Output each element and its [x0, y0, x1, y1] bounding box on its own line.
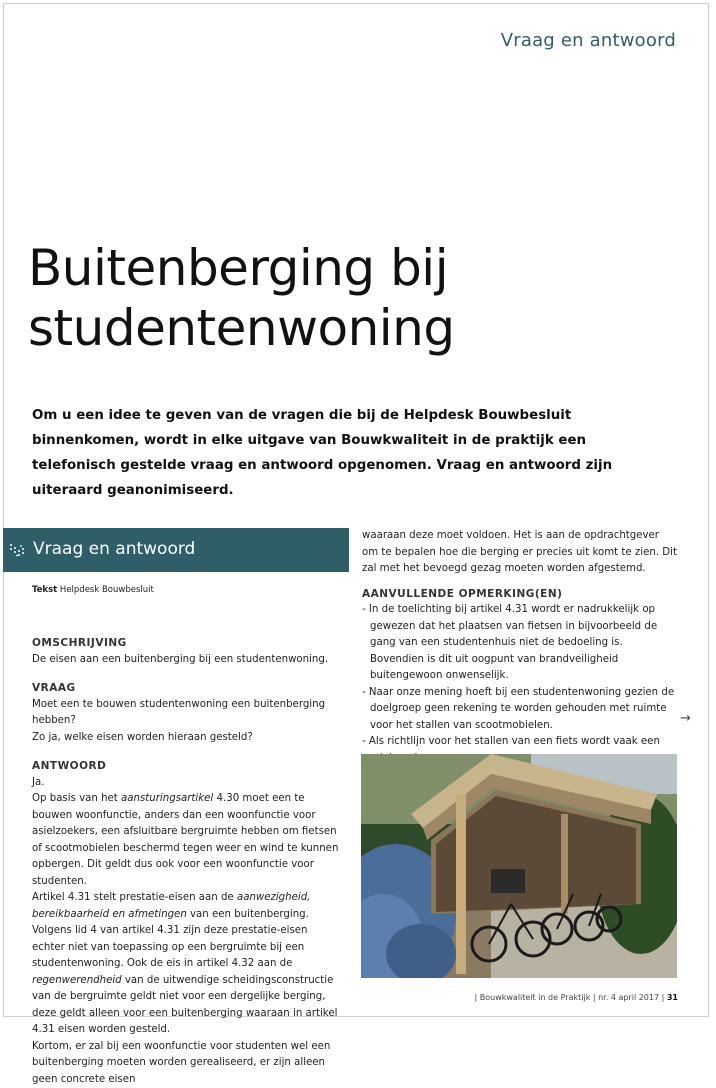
intro-text: Om u een idee te geven van de vragen die bij de Helpdesk Bouwbesluit binnenkomen, wordt in elke uitgave van Bouwkwaliteit in de praktijk een telefonisch gestelde vraag en antwoord opgenomen. Vraag en antwoord zijn uiteraard geanonimiseerd.: [32, 403, 672, 503]
footer-text: | Bouwkwaliteit in de Praktijk | nr. 4 april 2017 |: [475, 993, 665, 1002]
section-bar: [3, 528, 349, 572]
page-number: 31: [667, 993, 678, 1002]
title-line-2: studentenwoning: [28, 299, 455, 357]
antwoord-paragraph-1: Op basis van het aansturingsartikel 4.30 moet een te bouwen woonfunctie, anders dan een woonfunctie voor asielzoekers, een afsluitbare bergruimte hebben om fietsen of scootmobielen beschermd tegen weer en wind te kunnen opbergen. Dit geldt dus ook voor een woonfunctie voor studenten.: [32, 791, 342, 890]
left-column: [32, 635, 342, 1088]
dots-arrow-icon: [9, 543, 25, 557]
omschrijving-heading: OMSCHRIJVING: [32, 635, 342, 652]
antwoord-paragraph-2: Artikel 4.31 stelt prestatie-eisen aan de aanwezigheid, bereikbaarheid en afmetingen van een buitenberging. Volgens lid 4 van artikel 4.31 zijn deze prestatie-eisen echter niet van toepassing op een bergruimte bij een studentenwoning. Ook de eis in artikel 4.32 aan de regenwerendheid van de uitwendige scheidingsconstructie van de bergruimte geldt niet voor een dergelijke berging, deze geldt alleen voor een buitenberging waaraan in artikel 4.31 eisen worden gesteld.: [32, 890, 342, 1039]
vraag-heading: VRAAG: [32, 680, 342, 697]
bullet-1: - In de toelichting bij artikel 4.31 wordt er nadrukkelijk op gewezen dat het plaatsen van fietsen in bijvoorbeeld de gang van een studentenhuis niet de bedoeling is. Bovendien is dit uit oogpunt van brandveiligheid buitengewoon onwenselijk.: [362, 602, 677, 685]
vraag-line-1: Moet een te bouwen studentenwoning een buitenberging hebben?: [32, 697, 342, 730]
byline-prefix: Tekst: [32, 585, 57, 595]
right-column: [362, 528, 677, 767]
continued-paragraph: waaraan deze moet voldoen. Het is aan de opdrachtgever om te bepalen hoe die berging er precies uit komt te zien. Dit zal met het bevoegd gezag moeten worden afgestemd.: [362, 528, 677, 578]
section-bar-label: Vraag en antwoord: [33, 539, 195, 559]
omschrijving-text: De eisen aan een buitenberging bij een studentenwoning.: [32, 652, 342, 669]
byline-author: Helpdesk Bouwbesluit: [60, 585, 154, 595]
antwoord-ja: Ja.: [32, 775, 342, 792]
continue-arrow-icon: →: [680, 711, 691, 726]
antwoord-heading: ANTWOORD: [32, 758, 342, 775]
vraag-line-2: Zo ja, welke eisen worden hieraan gesteld?: [32, 730, 342, 747]
page-footer: [475, 993, 679, 1002]
bullet-3: - Als richtlijn voor het stallen van een fiets wordt vaak een: [362, 734, 677, 767]
page-title: [28, 238, 455, 358]
section-tag: Vraag en antwoord: [501, 30, 676, 51]
title-line-1: Buitenberging bij: [28, 239, 448, 297]
aanvullende-heading: AANVULLENDE OPMERKING(EN): [362, 586, 677, 603]
bike-shed-photo: [361, 754, 677, 978]
bullet-2: - Naar onze mening hoeft bij een studentenwoning gezien de doelgroep geen rekening te worden gehouden met ruimte voor het stallen van scootmobielen.: [362, 685, 677, 735]
byline: [32, 585, 154, 595]
antwoord-paragraph-3: Kortom, er zal bij een woonfunctie voor studenten wel een buitenberging moeten worden gerealiseerd, er zijn alleen geen concrete eisen: [32, 1039, 342, 1088]
